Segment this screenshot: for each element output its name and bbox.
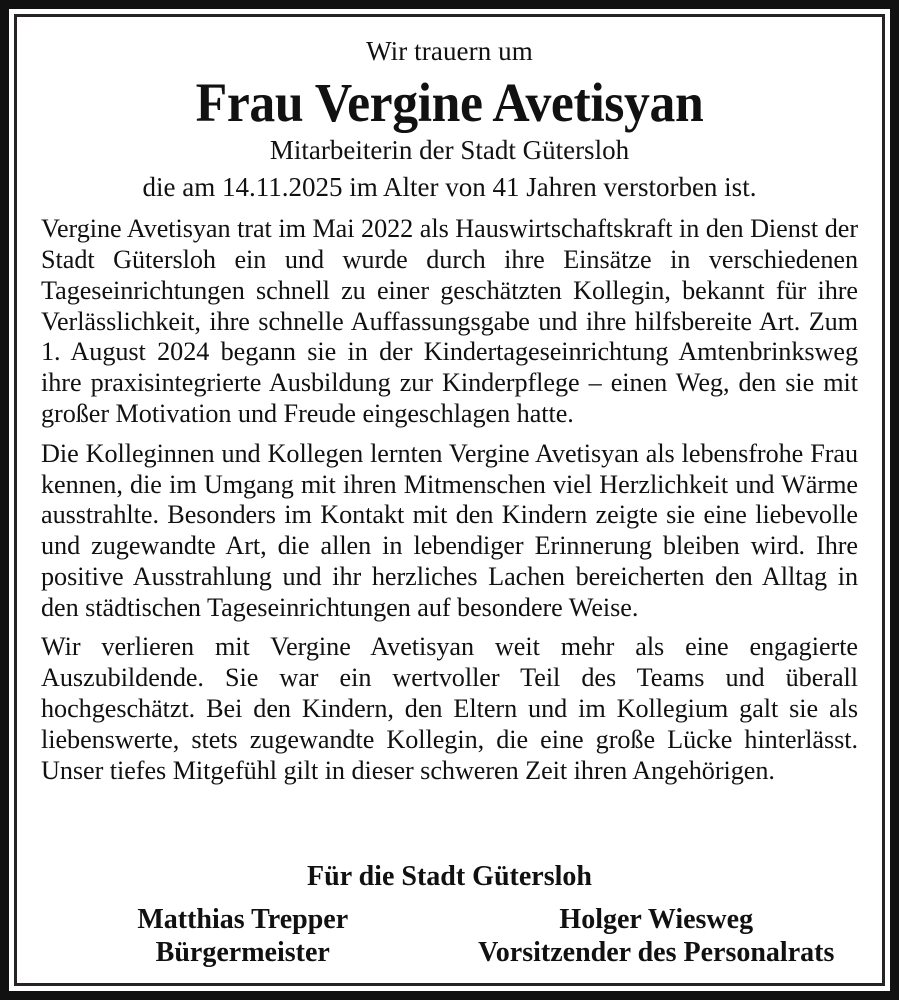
signer-list — [41, 903, 858, 969]
signer-entry — [455, 903, 859, 969]
body-paragraph: Die Kolleginnen und Kollegen lernten Vergine Avetisyan als lebensfrohe Frau kennen, die im Umgang mit ihren Mitmenschen viel Herzlichkeit und Wärme ausstrahlte. Besonders im Kontakt mit den Kindern zeigte sie eine liebevolle und zugewandte Art, die allen in lebendiger Erinnerung bleiben wird. Ihre positive Ausstrahlung und ihr herzliches Lachen bereicherten den Alltag in den städtischen Tageseinrichtungen auf besondere Weise. — [41, 438, 858, 622]
signer-name: Holger Wiesweg — [559, 903, 754, 935]
deceased-name: Frau Vergine Avetisyan — [195, 71, 704, 133]
deceased-role-line: Mitarbeiterin der Stadt Gütersloh — [269, 135, 630, 166]
signer-title: Vorsitzender des Personalrats — [478, 936, 835, 968]
signing-organization: Für die Stadt Gütersloh — [307, 860, 592, 892]
mourning-intro-line: Wir trauern um — [366, 36, 533, 66]
body-paragraph: Vergine Avetisyan trat im Mai 2022 als Hauswirtschaftskraft in den Dienst der Stadt Gütersloh ein und wurde durch ihre Einsätze in verschiedenen Tageseinrichtungen schnell zu einer geschätzten Kollegin, bekannt für ihre Verlässlichkeit, ihre schnelle Auffassungsgabe und ihre hilfsbereite Art. Zum 1. August 2024 begann sie in der Kindertageseinrichtung Amtenbrinksweg ihre praxisintegrierte Ausbildung zur Kinderpflege – einen Weg, den sie mit großer Motivation und Freude eingeschlagen hatte. — [41, 214, 858, 428]
signer-title: Bürgermeister — [155, 936, 330, 968]
notice-body — [41, 214, 858, 786]
body-paragraph: Wir verlieren mit Vergine Avetisyan weit mehr als eine engagierte Auszubildende. Sie war ein wertvoller Teil des Teams und überall hochgeschätzt. Bei den Kindern, den Eltern und im Kollegium galt sie als liebenswerte, stets zugewandte Kollegin, die eine große Lücke hinterlässt. Unser tiefes Mitgefühl gilt in dieser schweren Zeit ihren Angehörigen. — [41, 632, 858, 785]
signer-name: Matthias Trepper — [137, 903, 349, 935]
notice-header — [41, 29, 858, 207]
death-date-line: die am 14.11.2025 im Alter von 41 Jahren verstorben ist. — [142, 172, 757, 203]
signer-entry — [41, 903, 445, 969]
notice-content — [17, 17, 882, 983]
signature-block — [41, 857, 858, 973]
